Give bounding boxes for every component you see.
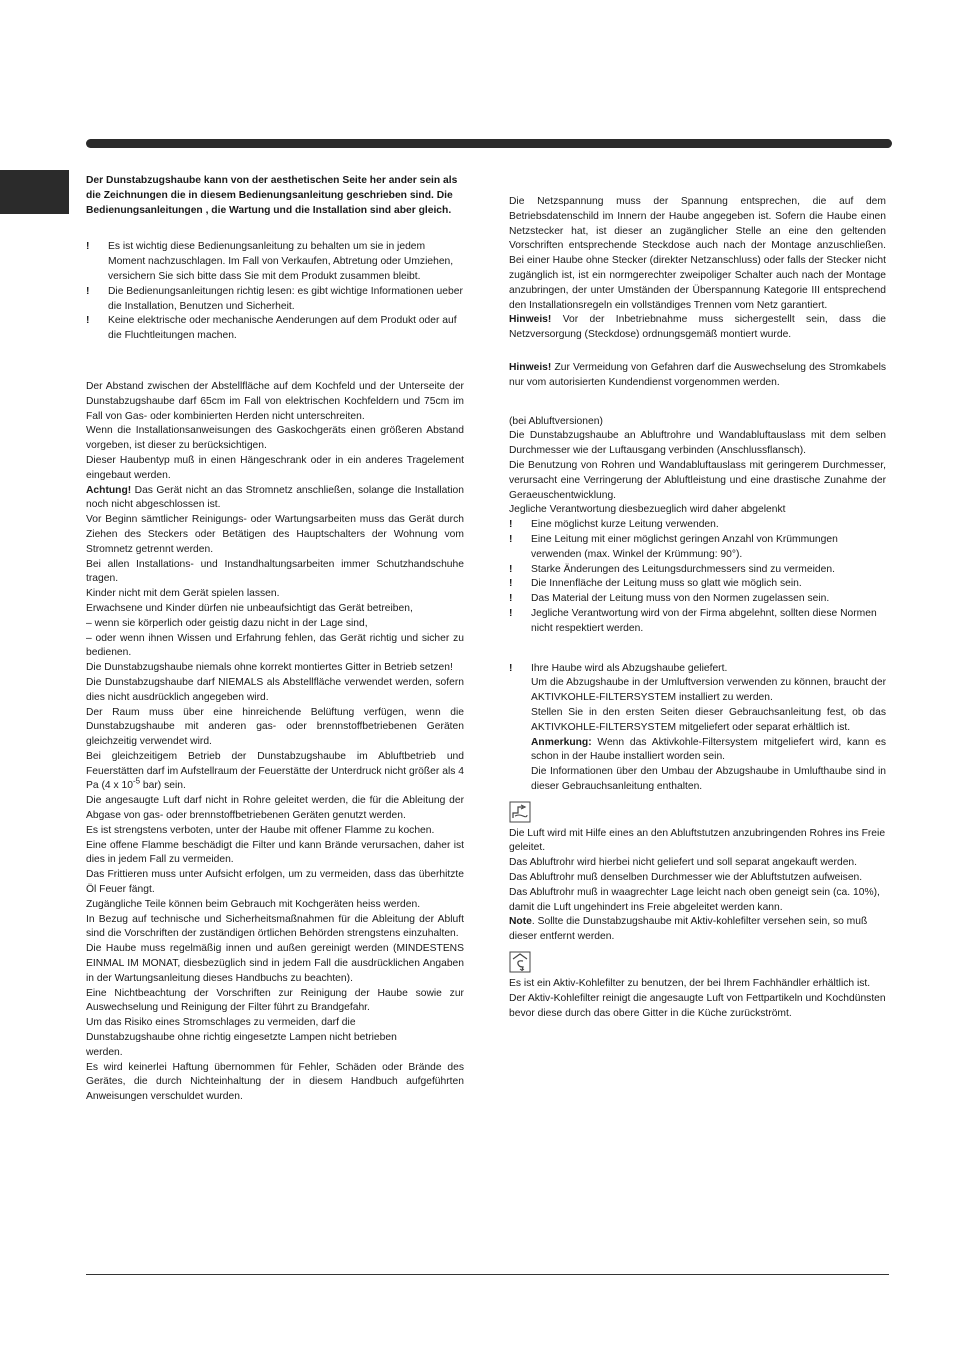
rule-text: Eine möglichst kurze Leitung verwenden. [531,519,719,531]
safety-paragraph: Bei allen Installations- und Instandhaltungsarbeiten immer Schutzhandschuhe tragen. [86,558,464,585]
exponent: -5 [132,777,141,787]
note-text: Vor der Inbetriebnahme muss sichergestellt sein, dass die Netzversorgung (Steckdose) ordnungsgemäß montiert wurde. [509,314,886,341]
rule-text: Die Innenfläche der Leitung muss so glatt wie möglich sein. [531,578,802,590]
recirculation-item [509,662,886,677]
rule-text: Eine Leitung mit einer möglichst geringen Anzahl von Krümmungen verwenden (max. Winkel der Krümmung: 90°). [531,533,838,560]
safety-paragraph: Die Dunstabzugshaube darf NIEMALS als Abstellfläche verwendet werden, sofern dies nicht ausdrücklich angegeben wird. [86,676,464,703]
safety-paragraph: Erwachsene und Kinder dürfen nie unbeaufsichtigt das Gerät betreiben, [86,602,413,614]
note-label: Hinweis! [509,361,552,373]
exhaust-rule [509,607,886,637]
ducted-paragraph: Die Luft wird mit Hilfe eines an den Abluftstutzen anzubringenden Rohres ins Freie geleitet. [509,827,886,854]
safety-paragraph: Der Raum muss über eine hinreichende Belüftung verfügen, wenn die Dunstabzugshaube mit anderen gas- oder brennstoffbetriebenen Geräten gleichzeitig verwendet wird. [86,706,464,748]
ducted-paragraph: Das Abluftrohr muß in waagrechter Lage leicht nach oben geneigt sein (ca. 10%), damit die Luft ungehindert ins Freie abgeleitet werden kann. [509,886,880,913]
warning-mark: ! [86,285,90,297]
exhaust-rule [509,563,886,578]
exhaust-rule [509,577,886,592]
warning-mark: ! [86,241,90,253]
warning-item [86,240,464,284]
safety-paragraph: Eine offene Flamme beschädigt die Filter und kann Brände verursachen, daher ist dies in jedem Fall zu vermeiden. [86,839,464,866]
safety-paragraph: Es wird keinerlei Haftung übernommen für Fehler, Schäden oder Brände des Gerätes, die durch Nichteinhaltung der in diesem Handbuch aufgeführten Anweisungen verschuldet wurden. [86,1061,464,1103]
safety-paragraph [86,750,464,794]
left-column [86,174,464,1105]
right-column [509,195,886,1021]
safety-text: Das Gerät nicht an das Stromnetz anschließen, solange die Installation noch nicht abgeschlossen ist. [86,484,464,511]
warning-mark: ! [509,563,513,575]
note-label: Hinweis! [509,314,552,326]
safety-paragraph: Wenn die Installationsanweisungen des Gaskochgeräts einen größeren Abstand vorgeben, ist dieser zu berücksichtigen. [86,425,464,452]
safety-paragraph: Das Frittieren muss unter Aufsicht erfolgen, um zu vermeiden, dass das überhitzte Öl Feuer fängt. [86,869,464,896]
warning-item [86,314,464,344]
safety-paragraph: Der Abstand zwischen der Abstellfläche auf dem Kochfeld und der Unterseite der Dunstabzugshaube darf 65cm im Fall von elektrischen Kochfeldern und 75cm im Fall von Gas- oder kombinierten Herden nicht unterschreiten. [86,380,464,422]
note-label: Note [509,916,532,928]
recirculation-detail: Stellen Sie in den ersten Seiten dieser Gebrauchsanleitung fest, ob das AKTIVKOHLE-FILTERSYSTEM mitgeliefert oder separat erhältlich ist. [531,706,886,733]
language-tab [0,170,69,214]
safety-paragraph: Dunstabzugshaube ohne richtig eingesetzte Lampen nicht betrieben [86,1032,397,1044]
footer-rule [86,1274,889,1275]
safety-paragraph: – oder wenn ihnen Wissen und Erfahrung fehlen, das Gerät richtig und sicher zu bedienen. [86,632,464,659]
warning-mark: ! [509,593,513,605]
safety-paragraph: Die angesaugte Luft darf nicht in Rohre geleitet werden, die für die Ableitung der Abgase von gas- oder brennstoffbetriebenen Geräten genutzt werden. [86,795,464,822]
exhaust-paragraph: Die Benutzung von Rohren und Wandabluftauslass mit geringerem Durchmesser, verursacht eine Verringerung der Abluftleistung und eine drastische Zunahme der Geraeuschentwicklung. [509,459,886,501]
exhaust-rule [509,533,886,563]
ducted-paragraph: Das Abluftrohr wird hierbei nicht geliefert und soll separat angekauft werden. [509,857,858,869]
rule-text: Jegliche Verantwortung wird von der Firma abgelehnt, sollten diese Normen nicht respektiert werden. [531,607,877,634]
recirculation-detail: Um die Abzugshaube in der Umluftversion verwenden zu können, braucht der AKTIVKOHLE-FILTERSYSTEM installiert zu werden. [531,677,886,704]
safety-paragraph: Die Dunstabzugshaube niemals ohne korrekt montiertes Gitter in Betrieb setzen! [86,662,453,674]
electric-paragraph: Die Netzspannung muss der Spannung entsprechen, die auf dem Betriebsdatenschild im Innern der Haube angegeben ist. Sofern die Haube einen Netzstecker hat, ist dieser an zugänglicher Stelle an eine den geltenden Vorschriften entsprechende Steckdose auch nach der Montage anzuschließen. Bei einer Haube ohne Stecker (direkter Netzanschluss) oder falls der Stecker nicht zugänglich ist, ist ein normgerechter zweipoliger Schalter auch nach der Montage anzubringen, der unter Umständen der Überspannung Kategorie III entsprechend den Installationsregeln ein vollständiges Trennen vom Netz garantiert. [509,196,886,311]
electric-note [509,361,886,391]
safety-paragraph: Zugängliche Teile können beim Gebrauch mit Kochgeräten heiss werden. [86,898,421,910]
ducted-paragraph: Das Abluftrohr muß denselben Durchmesser wie der Abluftstutzen aufweisen. [509,872,863,884]
exhaust-version-icon [509,801,531,823]
rule-text: Starke Änderungen des Leitungsdurchmessers sind zu vermeiden. [531,563,835,575]
safety-paragraph: Kinder nicht mit dem Gerät spielen lassen. [86,588,280,600]
warning-mark: ! [509,578,513,590]
warning-item [86,285,464,315]
exhaust-rule [509,592,886,607]
note-text: Wenn das Aktivkohle-Filtersystem mitgeliefert wird, kann es schon in der Haube installiert worden sein. [531,736,886,763]
safety-paragraph: Dieser Haubentyp muß in einen Hängeschrank oder in ein anderes Tragelement eingebaut werden. [86,454,464,481]
safety-paragraph: Eine Nichtbeachtung der Vorschriften zur Reinigung der Haube sowie zur Auswechselung und Reinigung der Filter führt zu Brandgefahr. [86,987,464,1014]
safety-paragraph: Es ist strengstens verboten, unter der Haube mit offener Flamme zu kochen. [86,824,435,836]
warning-mark: ! [509,662,513,674]
exhaust-paragraph: (bei Abluftversionen) [509,415,603,427]
warning-mark: ! [86,315,90,327]
rule-text: Das Material der Leitung muss von den Normen zugelassen sein. [531,593,830,605]
filter-paragraph: Es ist ein Aktiv-Kohlefilter zu benutzen, der bei Ihrem Fachhändler erhältlich ist. Der Aktiv-Kohlefilter reinigt die angesaugte Luft von Fettpartikeln und Kochdünsten bevor diese durch das obere Gitter in die Küche zurückströmt. [509,978,886,1019]
note-text: Zur Vermeidung von Gefahren darf die Auswechselung des Stromkabels nur vom autorisierten Kundendienst vorgenommen werden. [509,361,886,388]
safety-paragraph: – wenn sie körperlich oder geistig dazu nicht in der Lage sind, [86,617,368,629]
ducted-paragraph [509,915,886,945]
recirculation-version-icon [509,951,531,973]
exhaust-rule [509,518,886,533]
warning-text: Keine elektrische oder mechanische Aenderungen auf dem Produkt oder auf die Fluchtleitungen machen. [108,315,457,342]
warning-label: Achtung! [86,484,132,496]
warning-mark: ! [509,533,513,545]
safety-paragraph: Vor Beginn sämtlicher Reinigungs- oder Wartungsarbeiten muss das Gerät durch Ziehen des Steckers oder Betätigen des Hauptschalters der Wohnung vom Stromnetz getrennt werden. [86,514,464,555]
recirculation-detail [509,736,886,766]
safety-paragraph: Um das Risiko eines Stromschlages zu vermeiden, darf die [86,1017,356,1029]
intro-text: Der Dunstabzugshaube kann von der aesthetischen Seite her ander sein als die Zeichnungen die in diesem Bedienungsanleitung geschrieben sind. Die Bedienungsanleitungen , die Wartung und die Installation sind aber gleich. [86,175,458,216]
recirculation-text: Ihre Haube wird als Abzugshaube geliefert. [531,662,728,674]
warning-text: Die Bedienungsanleitungen richtig lesen: es gibt wichtige Informationen ueber die Installation, Benutzen und Sicherheit. [108,285,463,312]
safety-paragraph [86,484,464,514]
safety-paragraph: Die Haube muss regelmäßig innen und außen gereinigt werden (MINDESTENS EINMAL IM MONAT, diesbezüglich sind in jedem Fall die ausdrücklichen Angaben in der Wartungsanleitung dieses Handbuchs zu beachten). [86,943,464,984]
safety-paragraph: In Bezug auf technische und Sicherheitsmaßnahmen für die Ableitung der Abluft sind die Vorschriften der zuständigen örtlichen Behörden strengstens einzuhalten. [86,913,464,940]
warning-mark: ! [509,607,513,619]
warning-text: Es ist wichtig diese Bedienungsanleitung zu behalten um sie in jedem Moment nachzuschlagen. Im Fall von Verkaufen, Abtretung oder Umziehen, versichern Sie sich bitte dass Sie mit dem Produkt zusammen bleibt. [108,241,454,282]
safety-text: Bei gleichzeitigem Betrieb der Dunstabzugshaube im Abluftbetrieb und Feuerstätten darf im Aufstellraum der Feuerstätte der Unterdruck nicht größer als 4 Pa (4 x 10 [86,750,464,792]
safety-paragraph: werden. [86,1046,123,1058]
warning-mark: ! [509,519,513,531]
safety-text: bar) sein. [140,780,186,792]
exhaust-paragraph: Die Dunstabzugshaube an Abluftrohre und Wandabluftauslass mit dem selben Durchmesser wie der Luftausgang verbinden (Anschlussflansch). [509,430,886,457]
recirculation-detail: Die Informationen über den Umbau der Abzugshaube in Umlufthaube sind in dieser Gebrauchsanleitung enthalten. [531,766,886,792]
electric-note [509,313,886,343]
note-text: . Sollte die Dunstabzugshaube mit Aktiv-kohlefilter versehen sein, so muß dieser entfernt werden. [509,916,868,943]
note-label: Anmerkung: [531,736,592,748]
exhaust-paragraph: Jegliche Verantwortung diesbezueglich wird daher abgelenkt [509,504,786,516]
header-bar [86,139,892,148]
